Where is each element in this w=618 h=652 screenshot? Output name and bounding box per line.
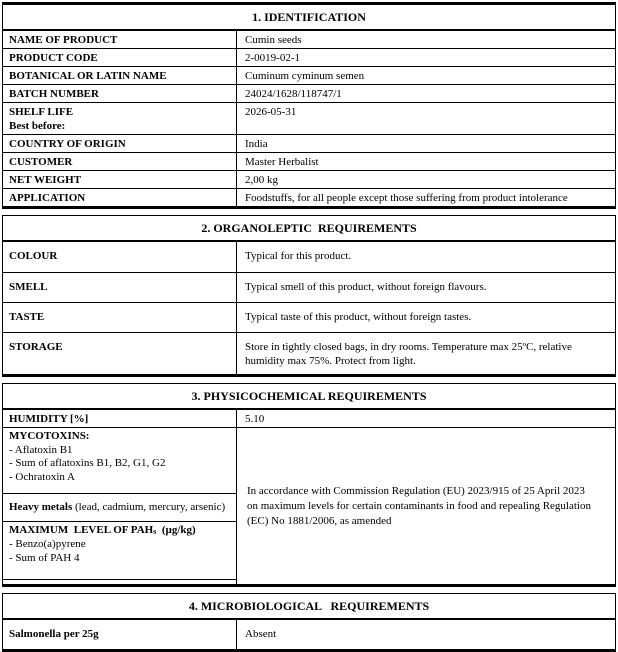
best-before-label: Best before: <box>9 120 66 132</box>
row-value: 2026-05-31 <box>245 106 297 118</box>
physicochemical-parameters-column <box>3 428 237 584</box>
mycotoxins-heading: MYCOTOXINS: <box>9 430 90 442</box>
heavy-metals-detail: (lead, cadmium, mercury, arsenic) <box>72 501 226 513</box>
row-label: PRODUCT CODE <box>3 49 237 66</box>
section-microbiological-title: 4. MICROBIOLOGICAL REQUIREMENTS <box>3 594 615 620</box>
row-value: Typical smell of this product, without foreign flavours. <box>245 281 487 293</box>
row-label: APPLICATION <box>3 189 237 206</box>
row-colour <box>3 242 615 272</box>
row-label: COUNTRY OF ORIGIN <box>3 135 237 152</box>
section-physicochemical-title: 3. PHYSICOCHEMICAL REQUIREMENTS <box>3 384 615 410</box>
row-value: India <box>245 138 268 150</box>
pahs-item: - Benzo(a)pyrene <box>9 538 86 550</box>
mycotoxin-item: - Ochratoxin A <box>9 470 75 483</box>
row-botanical-name <box>3 66 615 84</box>
empty-cell <box>3 579 236 584</box>
mycotoxin-item: - Aflatoxin B1 <box>9 443 73 456</box>
row-product-code <box>3 48 615 66</box>
section-physicochemical <box>2 383 616 587</box>
cell-pahs <box>3 521 236 580</box>
row-label: SMELL <box>3 273 237 302</box>
row-name-of-product <box>3 31 615 48</box>
section-microbiological <box>2 593 616 652</box>
row-label <box>3 103 237 134</box>
pahs-item: - Sum of PAH 4 <box>9 551 80 564</box>
row-value: 2,00 kg <box>245 174 278 186</box>
row-value: Cuminum cyminum semen <box>245 70 365 82</box>
row-label: COLOUR <box>3 242 237 272</box>
regulation-reference-text: In accordance with Commission Regulation (EU) 2023/915 of 25 April 2023 on maximum levels for certain contaminants in food and repealing Regulation (EC) No 1881/2006, as amended <box>247 484 591 527</box>
row-customer <box>3 152 615 170</box>
row-value: 24024/1628/118747/1 <box>245 88 342 100</box>
mycotoxin-item: - Sum of aflatoxins B1, B2, G1, G2 <box>9 457 166 469</box>
row-shelf-life <box>3 102 615 134</box>
row-net-weight <box>3 170 615 188</box>
row-label: BATCH NUMBER <box>3 85 237 102</box>
row-label: TASTE <box>3 303 237 332</box>
shelf-life-label: SHELF LIFE <box>9 106 74 118</box>
row-value: Store in tightly closed bags, in dry rooms. Temperature max 25ºC, relative humidity max 75%. Protect from light. <box>245 341 572 367</box>
row-label: CUSTOMER <box>3 153 237 170</box>
physicochemical-body <box>3 427 615 584</box>
row-value: Typical for this product. <box>245 250 352 262</box>
row-label: BOTANICAL OR LATIN NAME <box>3 67 237 84</box>
row-value: 2-0019-02-1 <box>245 52 300 64</box>
row-country-of-origin <box>3 134 615 152</box>
pahs-subscript: s <box>153 526 157 536</box>
section-identification-title: 1. IDENTIFICATION <box>3 5 615 31</box>
row-humidity <box>3 410 615 427</box>
row-label: NET WEIGHT <box>3 171 237 188</box>
row-smell <box>3 272 615 302</box>
row-salmonella <box>3 620 615 649</box>
pahs-heading: MAXIMUM LEVEL OF PAHs (µg/kg) <box>9 523 196 536</box>
cell-mycotoxins <box>3 428 236 493</box>
row-taste <box>3 302 615 332</box>
row-batch-number <box>3 84 615 102</box>
row-value: Absent <box>245 628 277 640</box>
row-label: NAME OF PRODUCT <box>3 31 237 48</box>
row-value: Master Herbalist <box>245 156 319 168</box>
section-identification <box>2 2 616 209</box>
row-label: Salmonella per 25g <box>3 620 237 649</box>
heavy-metals-label: Heavy metals <box>9 501 73 513</box>
row-label: STORAGE <box>3 333 237 374</box>
cell-heavy-metals <box>3 493 236 521</box>
section-organoleptic <box>2 215 616 377</box>
row-value: 5.10 <box>245 413 265 425</box>
row-value: Typical taste of this product, without foreign tastes. <box>245 311 472 323</box>
row-application <box>3 188 615 206</box>
row-storage <box>3 332 615 374</box>
row-value: Cumin seeds <box>245 34 302 46</box>
row-label: HUMIDITY [%] <box>3 410 237 427</box>
section-organoleptic-title: 2. ORGANOLEPTIC REQUIREMENTS <box>3 216 615 242</box>
row-value: Foodstuffs, for all people except those suffering from product intolerance <box>245 192 568 204</box>
regulation-reference-cell <box>237 428 615 584</box>
